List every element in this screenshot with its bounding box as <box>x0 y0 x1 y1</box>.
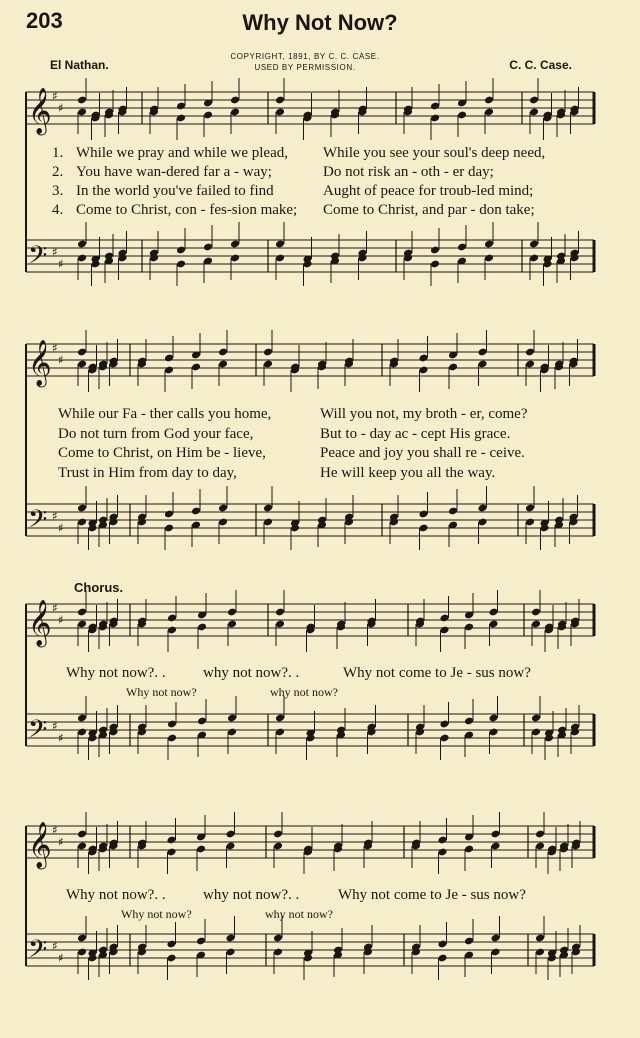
chorus-text: Why not come to Je - sus now? <box>343 665 531 681</box>
sharp-sign: ♯ <box>58 257 64 271</box>
verse-text: While our Fa - ther calls you home, <box>58 406 272 422</box>
permission-line: USED BY PERMISSION. <box>254 63 356 72</box>
sharp-sign: ♯ <box>58 835 64 849</box>
verse-text: You have wan-dered far a - way; <box>76 164 272 180</box>
treble-clef: 𝄞 <box>28 340 52 386</box>
chorus-text: Why not now?. . <box>66 887 166 903</box>
verse-text: Do not turn from God your face, <box>58 426 254 442</box>
treble-clef: 𝄞 <box>28 88 52 134</box>
sharp-sign: ♯ <box>52 89 58 103</box>
verse-text: Peace and joy you shall re - ceive. <box>320 445 525 461</box>
verse-number: 3. <box>52 183 64 199</box>
verse-text: Come to Christ, and par - don take; <box>323 202 535 218</box>
chorus-text: Why not now?. . <box>66 665 166 681</box>
lyricist-credit: El Nathan. <box>50 58 109 72</box>
bass-clef: 𝄢 <box>28 935 48 970</box>
copyright-line: COPYRIGHT, 1891, BY C. C. CASE. <box>230 52 380 61</box>
sharp-sign: ♯ <box>58 353 64 367</box>
sharp-sign: ♯ <box>52 823 58 837</box>
bass-echo-text: Why not now? <box>126 685 197 699</box>
hymn-number: 203 <box>26 8 63 33</box>
hymn-title: Why Not Now? <box>242 10 398 35</box>
sharp-sign: ♯ <box>58 101 64 115</box>
sharp-sign: ♯ <box>58 731 64 745</box>
verse-text: But to - day ac - cept His grace. <box>320 426 511 442</box>
composer-credit: C. C. Case. <box>509 58 572 72</box>
sharp-sign: ♯ <box>52 509 58 523</box>
verse-number: 2. <box>52 164 64 180</box>
verse-number: 4. <box>52 202 64 218</box>
verse-text: In the world you've failed to find <box>76 183 274 199</box>
treble-clef: 𝄞 <box>28 600 52 646</box>
verse-number: 1. <box>52 145 64 161</box>
sharp-sign: ♯ <box>52 719 58 733</box>
verse-text: While you see your soul's deep need, <box>323 145 546 161</box>
sharp-sign: ♯ <box>52 341 58 355</box>
bass-clef: 𝄢 <box>28 715 48 750</box>
verse-text: While we pray and while we plead, <box>76 145 288 161</box>
bass-clef: 𝄢 <box>28 505 48 540</box>
sharp-sign: ♯ <box>52 939 58 953</box>
chorus-label: Chorus. <box>74 580 124 595</box>
treble-clef: 𝄞 <box>28 822 52 868</box>
chorus-text: Why not come to Je - sus now? <box>338 887 526 903</box>
sharp-sign: ♯ <box>52 245 58 259</box>
sharp-sign: ♯ <box>58 951 64 965</box>
bass-echo-text: Why not now? <box>121 907 192 921</box>
verse-text: He will keep you all the way. <box>320 465 496 481</box>
verse-text: Do not risk an - oth - er day; <box>323 164 494 180</box>
verse-text: Come to Christ, con - fes-sion make; <box>76 202 298 218</box>
verse-text: Aught of peace for troub-led mind; <box>323 183 534 199</box>
sharp-sign: ♯ <box>58 521 64 535</box>
sharp-sign: ♯ <box>58 613 64 627</box>
bass-echo-text: why not now? <box>270 685 338 699</box>
verse-text: Trust in Him from day to day, <box>58 465 237 481</box>
chorus-text: why not now?. . <box>203 887 300 903</box>
sharp-sign: ♯ <box>52 601 58 615</box>
verse-text: Will you not, my broth - er, come? <box>320 406 528 422</box>
bass-echo-text: why not now? <box>265 907 333 921</box>
bass-clef: 𝄢 <box>28 241 48 276</box>
chorus-text: why not now?. . <box>203 665 300 681</box>
verse-text: Come to Christ, on Him be - lieve, <box>58 445 266 461</box>
